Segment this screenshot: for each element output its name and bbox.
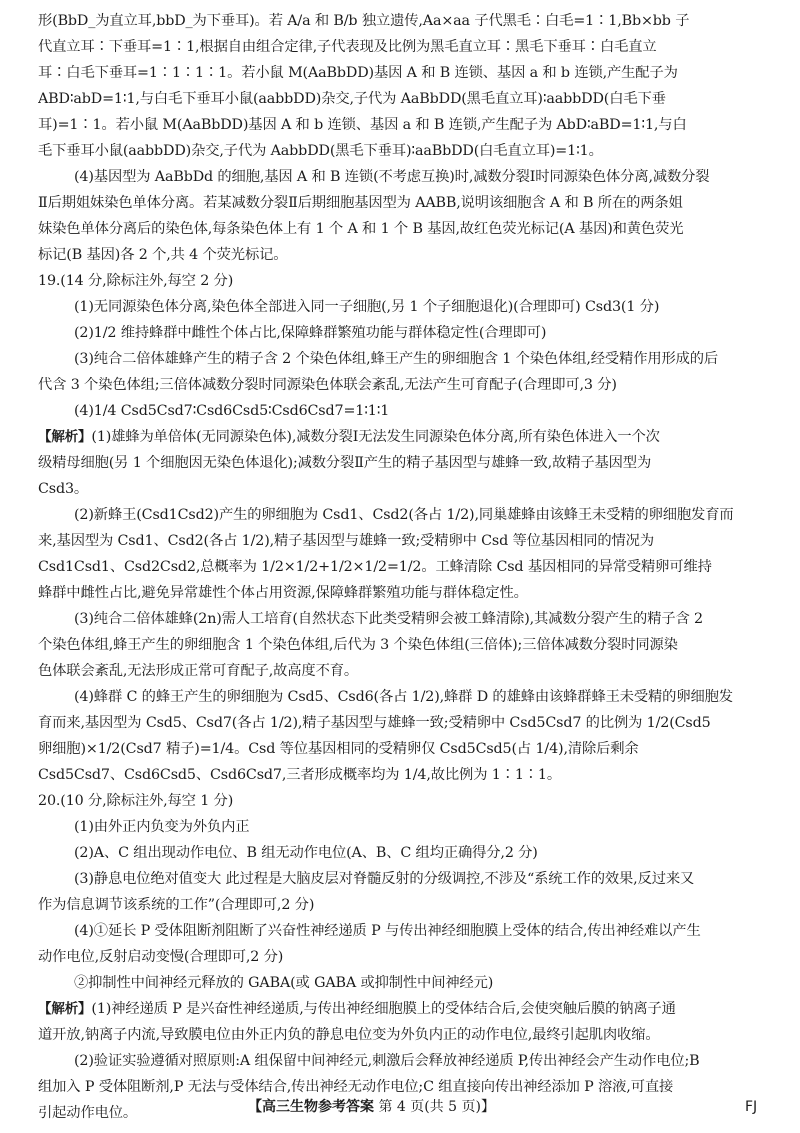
analysis-line: 色体联会紊乱,无法形成正常可育配子,故高度不育。 (38, 663, 359, 679)
analysis-line: 引起动作电位。 (38, 1105, 138, 1121)
analysis-line (38, 996, 770, 1022)
question-19-header: 19.(14 分,除标注外,每空 2 分) (38, 273, 234, 289)
analysis-line: Csd3。 (38, 481, 89, 497)
answer-line: (2)A、C 组出现动作电位、B 组无动作电位(A、B、C 组均正确得分,2 分) (74, 845, 538, 861)
answer-line: (2)1/2 维持蜂群中雌性个体占比,保障蜂群繁殖功能与群体稳定性(合理即可) (74, 325, 547, 341)
analysis-line: 级精母细胞(另 1 个细胞因无染色体退化);减数分裂Ⅱ产生的精子基因型与雄蜂一致,故精子基因型为 (38, 455, 652, 471)
answer-line: (3)静息电位绝对值变大 此过程是大脑皮层对脊髓反射的分级调控,不涉及“系统工作的效果,反过来又 (74, 871, 695, 887)
analysis-tag: 【解析】 (38, 1001, 92, 1017)
footer-title (248, 1094, 495, 1120)
analysis-line: 育而来,基因型为 Csd5、Csd7(各占 1/2),精子基因型与雄蜂一致;受精卵中 Csd5Csd7 的比例为 1/2(Csd5 (38, 715, 711, 731)
text-line: 形(BbD_为直立耳,bbD_为下垂耳)。若 A/a 和 B/b 独立遗传,Aa×aa 子代黑毛∶白毛=1∶1,Bb×bb 子 (38, 13, 690, 29)
analysis-line: (2)新蜂王(Csd1Csd2)产生的卵细胞为 Csd1、Csd2(各占 1/2),同巢雄蜂由该蜂王未受精的卵细胞发育而 (74, 507, 734, 523)
answer-line: (4)1/4 Csd5Csd7∶Csd6Csd5∶Csd6Csd7=1∶1∶1 (74, 403, 390, 419)
analysis-line: (2)验证实验遵循对照原则:A 组保留中间神经元,刺激后会释放神经递质 P,传出神经会产生动作电位;B (74, 1053, 700, 1069)
analysis-line: (4)蜂群 C 的蜂王产生的卵细胞为 Csd5、Csd6(各占 1/2),蜂群 D 的雄蜂由该蜂群蜂王未受精的卵细胞发 (74, 689, 733, 705)
text-line: 代直立耳∶下垂耳=1∶1,根据自由组合定律,子代表现及比例为黑毛直立耳∶黑毛下垂耳∶白毛直立 (38, 39, 657, 55)
answer-line: (3)纯合二倍体雄蜂产生的精子含 2 个染色体组,蜂王产生的卵细胞含 1 个染色体组,经受精作用形成的后 (74, 351, 719, 367)
analysis-line (38, 424, 770, 450)
question-20-header: 20.(10 分,除标注外,每空 1 分) (38, 793, 234, 809)
analysis-tag: 【解析】 (38, 429, 92, 445)
text-line: 毛下垂耳小鼠(aabbDD)杂交,子代为 AabbDD(黑毛下垂耳)∶aaBbDD(白毛直立耳)=1∶1。 (38, 143, 603, 159)
analysis-line: Csd5Csd7、Csd6Csd5、Csd6Csd7,三者形成概率均为 1/4,故比例为 1∶1∶1。 (38, 767, 562, 783)
analysis-line: 卵细胞)×1/2(Csd7 精子)=1/4。Csd 等位基因相同的受精卵仅 Csd5Csd5(占 1/4),清除后剩余 (38, 741, 639, 757)
answer-line: 作为信息调节该系统的工作”(合理即可,2 分) (38, 897, 315, 913)
text-line: ABD∶abD=1∶1,与白毛下垂耳小鼠(aabbDD)杂交,子代为 AaBbDD(黑毛直立耳)∶aabbDD(白毛下垂 (38, 91, 666, 107)
analysis-line: 个染色体组,蜂王产生的卵细胞含 1 个染色体组,后代为 3 个染色体组(三倍体);三倍体减数分裂时同源染 (38, 637, 678, 653)
footer-page-number: 第 4 页(共 5 页)】 (378, 1099, 495, 1115)
footer-code: FJ (745, 1099, 758, 1115)
text-line: 妹染色单体分离后的染色体,每条染色体上有 1 个 A 和 1 个 B 基因,故红色荧光标记(A 基因)和黄色荧光 (38, 221, 684, 237)
answer-line: ②抑制性中间神经元释放的 GABA(或 GABA 或抑制性中间神经元) (74, 975, 494, 991)
answer-line: (1)无同源染色体分离,染色体全部进入同一子细胞(,另 1 个子细胞退化)(合理即可) Csd3(1 分) (74, 299, 660, 315)
answer-line: 动作电位,反射启动变慢(合理即可,2 分) (38, 949, 284, 965)
answer-line: (4)①延长 P 受体阻断剂阻断了兴奋性神经递质 P 与传出神经细胞膜上受体的结合,传出神经难以产生 (74, 923, 701, 939)
analysis-line: (3)纯合二倍体雄蜂(2n)需人工培育(自然状态下此类受精卵会被工蜂清除),其减数分裂产生的精子含 2 (74, 611, 703, 627)
answer-line: 代含 3 个染色体组;三倍体减数分裂时同源染色体联会紊乱,无法产生可育配子(合理即可,3 分) (38, 377, 617, 393)
page-footer (0, 1094, 800, 1120)
text-line: Ⅱ后期姐妹染色单体分离。若某减数分裂Ⅱ后期细胞基因型为 AABB,说明该细胞含 A 和 B 所在的两条姐 (38, 195, 683, 211)
analysis-line: 蜂群中雌性占比,避免异常雄性个体占用资源,保障蜂群繁殖功能与群体稳定性。 (38, 585, 528, 601)
text-line: (4)基因型为 AaBbDd 的细胞,基因 A 和 B 连锁(不考虑互换)时,减数分裂Ⅰ时同源染色体分离,减数分裂 (74, 169, 710, 185)
analysis-line: 道开放,钠离子内流,导致膜电位由外正内负的静息电位变为外负内正的动作电位,最终引起肌肉收缩。 (38, 1027, 660, 1043)
answer-line: (1)由外正内负变为外负内正 (74, 819, 250, 835)
footer-doc-title: 【高三生物参考答案 (248, 1099, 374, 1115)
analysis-line: Csd1Csd1、Csd2Csd2,总概率为 1/2×1/2+1/2×1/2=1/2。工蜂清除 Csd 基因相同的异常受精卵可维持 (38, 559, 712, 575)
text-line: 标记(B 基因)各 2 个,共 4 个荧光标记。 (38, 247, 288, 263)
text-line: 耳)=1∶1。若小鼠 M(AaBbDD)基因 A 和 b 连锁、基因 a 和 B 连锁,产生配子为 AbD∶aBD=1∶1,与白 (38, 117, 687, 133)
text-line: 耳∶白毛下垂耳=1∶1∶1∶1。若小鼠 M(AaBbDD)基因 A 和 B 连锁、基因 a 和 b 连锁,产生配子为 (38, 65, 678, 81)
answer-page (38, 8, 770, 1126)
analysis-text: (1)雄蜂为单倍体(无同源染色体),减数分裂Ⅰ无法发生同源染色体分离,所有染色体进入一个次 (91, 429, 660, 445)
analysis-line: 组加入 P 受体阻断剂,P 无法与受体结合,传出神经无动作电位;C 组直接向传出神经添加 P 溶液,可直接 (38, 1079, 674, 1095)
analysis-line: 来,基因型为 Csd1、Csd2(各占 1/2),精子基因型与雄蜂一致;受精卵中 Csd 等位基因相同的情况为 (38, 533, 654, 549)
analysis-text: (1)神经递质 P 是兴奋性神经递质,与传出神经细胞膜上的受体结合后,会使突触后膜的钠离子通 (91, 1001, 676, 1017)
